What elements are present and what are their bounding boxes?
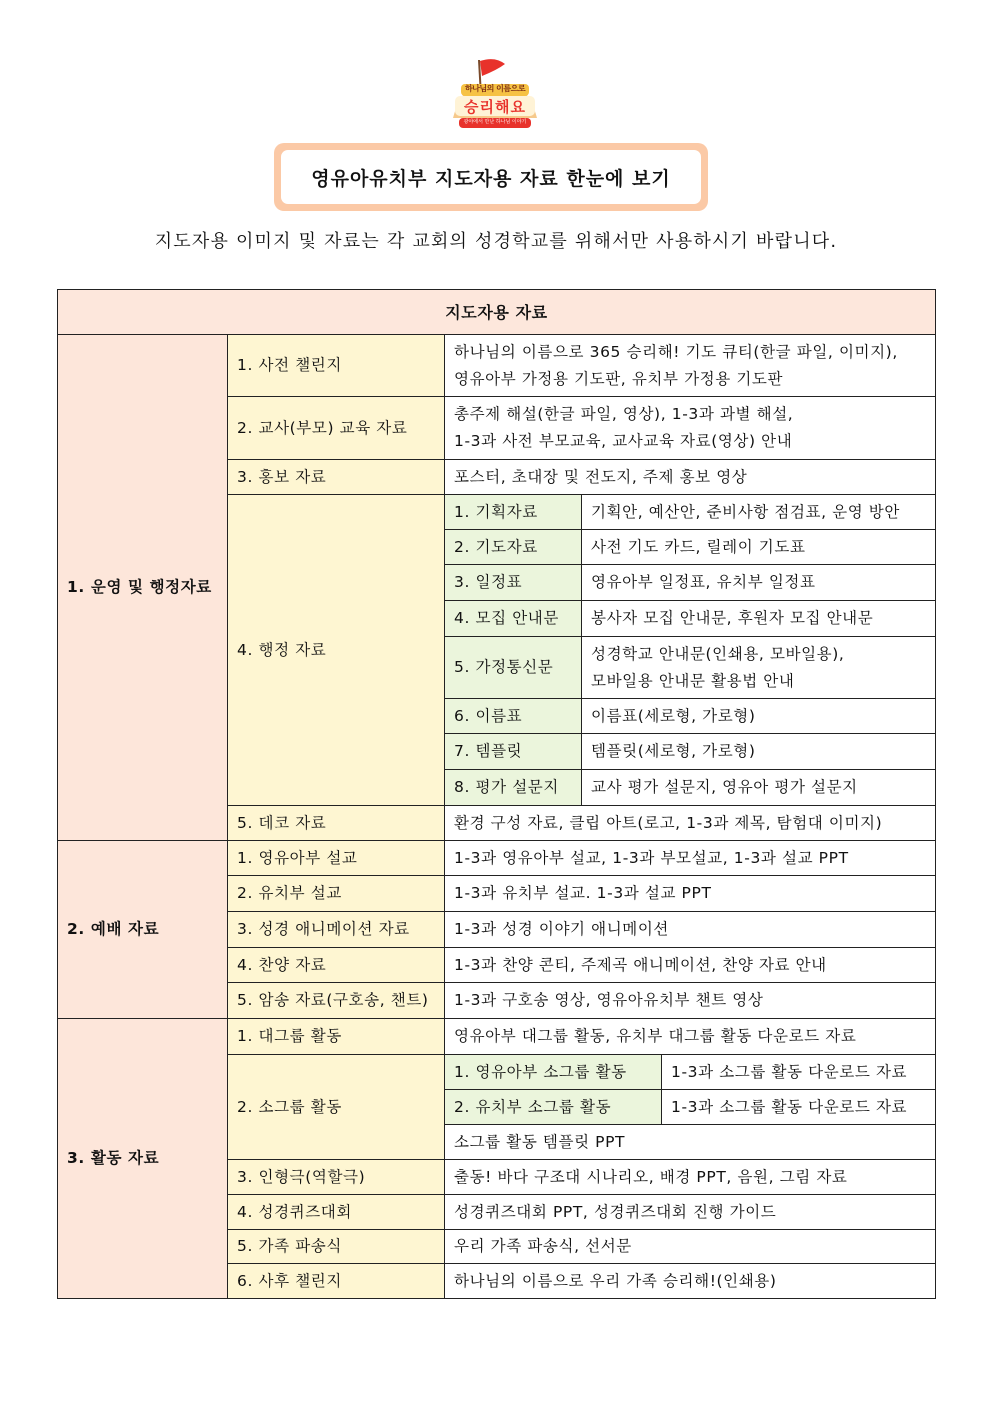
materials-table (57, 289, 936, 1299)
desc-line: 모바일용 안내문 활용법 안내 (591, 671, 795, 690)
logo-line1: 하나님의 이름으로 (464, 84, 526, 93)
subitem-desc: 1-3과 소그룹 활동 다운로드 자료 (661, 1089, 936, 1125)
desc-line: 총주제 해설(한글 파일, 영상), 1-3과 과별 해설, (454, 405, 794, 423)
category-operations: 1. 운영 및 행정자료 (57, 334, 228, 841)
item-label: 3. 인형극(역할극) (227, 1159, 445, 1195)
item-desc: 1-3과 성경 이야기 애니메이션 (444, 911, 936, 948)
item-label: 2. 소그룹 활동 (227, 1054, 445, 1160)
desc-line: 성경학교 안내문(인쇄용, 모바일용), (591, 644, 845, 663)
item-label: 2. 유치부 설교 (227, 875, 445, 912)
subitem-desc: 사전 기도 카드, 릴레이 기도표 (581, 529, 936, 565)
item-label: 5. 데코 자료 (227, 805, 445, 841)
subitem-desc: 교사 평가 설문지, 영유아 평가 설문지 (581, 769, 936, 806)
subitem-label: 7. 템플릿 (444, 733, 582, 770)
subitem-desc: 1-3과 소그룹 활동 다운로드 자료 (661, 1054, 936, 1090)
subitem-label: 6. 이름표 (444, 698, 582, 734)
item-desc: 1-3과 영유아부 설교, 1-3과 부모설교, 1-3과 설교 PPT (444, 840, 936, 876)
subitem-desc: 기획안, 예산안, 준비사항 점검표, 운영 방안 (581, 494, 936, 530)
subitem-label: 8. 평가 설문지 (444, 769, 582, 806)
item-label: 2. 교사(부모) 교육 자료 (227, 396, 445, 460)
item-desc: 성경퀴즈대회 PPT, 성경퀴즈대회 진행 가이드 (444, 1194, 936, 1230)
item-label: 1. 영유아부 설교 (227, 840, 445, 876)
subitem-label: 5. 가정통신문 (444, 636, 582, 699)
item-desc: 1-3과 찬양 콘티, 주제곡 애니메이션, 찬양 자료 안내 (444, 947, 936, 983)
item-desc: 영유아부 대그룹 활동, 유치부 대그룹 활동 다운로드 자료 (444, 1018, 936, 1055)
subitem-label: 1. 기획자료 (444, 494, 582, 530)
subitem-label: 2. 기도자료 (444, 529, 582, 565)
subitem-label: 1. 영유아부 소그룹 활동 (444, 1054, 662, 1090)
desc-line: 1-3과 사전 부모교육, 교사교육 자료(영상) 안내 (454, 432, 793, 450)
category-worship: 2. 예배 자료 (57, 840, 228, 1019)
item-desc: 하나님의 이름으로 우리 가족 승리해!(인쇄용) (444, 1263, 936, 1299)
subitem-desc: 템플릿(세로형, 가로형) (581, 733, 936, 770)
category-activities: 3. 활동 자료 (57, 1018, 228, 1299)
item-label: 1. 대그룹 활동 (227, 1018, 445, 1055)
item-desc (444, 334, 936, 397)
item-desc: 포스터, 초대장 및 전도지, 주제 홍보 영상 (444, 459, 936, 495)
item-label: 5. 암송 자료(구호송, 챈트) (227, 982, 445, 1019)
desc-line: 영유아부 가정용 기도판, 유치부 가정용 기도판 (454, 369, 784, 388)
title-box (274, 143, 708, 211)
subitem-label: 2. 유치부 소그룹 활동 (444, 1089, 662, 1125)
item-label: 4. 찬양 자료 (227, 947, 445, 983)
item-label: 3. 홍보 자료 (227, 459, 445, 495)
item-label: 4. 행정 자료 (227, 494, 445, 806)
item-desc: 출동! 바다 구조대 시나리오, 배경 PPT, 음원, 그림 자료 (444, 1159, 936, 1195)
item-label: 4. 성경퀴즈대회 (227, 1194, 445, 1230)
item-desc: 우리 가족 파송식, 선서문 (444, 1229, 936, 1264)
item-label: 6. 사후 챌린지 (227, 1263, 445, 1299)
subitem-label: 3. 일정표 (444, 564, 582, 601)
subitem-desc: 이름표(세로형, 가로형) (581, 698, 936, 734)
subitem-label: 4. 모집 안내문 (444, 600, 582, 637)
item-desc: 환경 구성 자료, 클립 아트(로고, 1-3과 제목, 탐험대 이미지) (444, 805, 936, 841)
subitem-desc: 봉사자 모집 안내문, 후원자 모집 안내문 (581, 600, 936, 637)
item-label: 1. 사전 챌린지 (227, 334, 445, 397)
item-desc: 1-3과 구호송 영상, 영유아유치부 챈트 영상 (444, 982, 936, 1019)
event-logo (445, 56, 545, 136)
item-label: 5. 가족 파송식 (227, 1229, 445, 1264)
subitem-desc (581, 636, 936, 699)
table-header: 지도자용 자료 (57, 289, 936, 335)
item-desc (444, 396, 936, 460)
usage-notice: 지도자용 이미지 및 자료는 각 교회의 성경학교를 위해서만 사용하시기 바랍니다. (154, 231, 838, 252)
item-extra: 소그룹 활동 템플릿 PPT (444, 1124, 936, 1160)
logo-line3: 광야에서 만난 하나님 이야기 (463, 119, 527, 125)
item-desc: 1-3과 유치부 설교. 1-3과 설교 PPT (444, 875, 936, 912)
subitem-desc: 영유아부 일정표, 유치부 일정표 (581, 564, 936, 601)
page-title: 영유아유치부 지도자용 자료 한눈에 보기 (281, 150, 701, 204)
desc-line: 하나님의 이름으로 365 승리해! 기도 큐티(한글 파일, 이미지), (454, 342, 898, 361)
logo-line2: 승리해요 (464, 98, 526, 116)
item-label: 3. 성경 애니메이션 자료 (227, 911, 445, 948)
